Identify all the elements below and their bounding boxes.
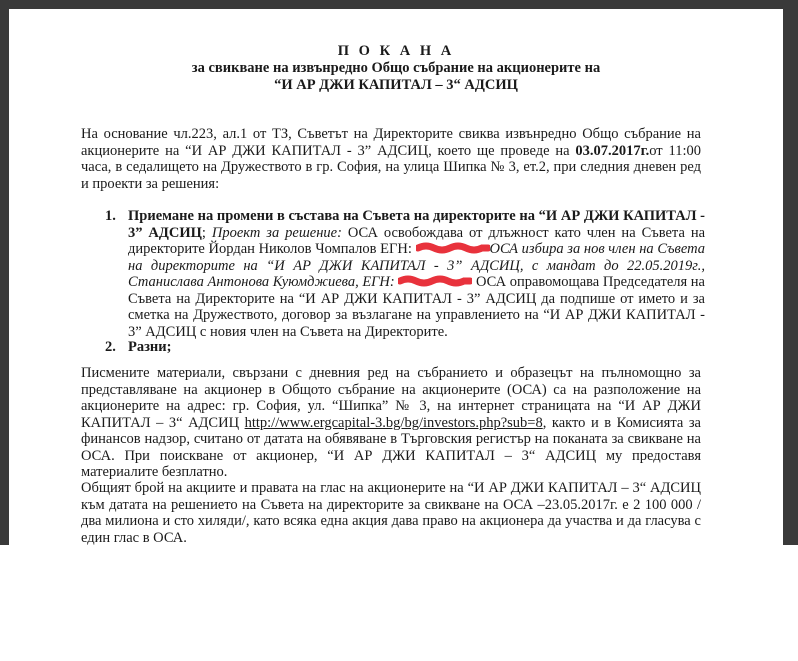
agenda-item-1-text-1: ОСА освобождава от длъжност като член на Съвета на директорите Йордан Николов Чомпалов ЕГН: (128, 224, 706, 257)
agenda-item-number-1: 1. (105, 208, 116, 224)
agenda-item-1-text-3: ОСА оправомощава Председателя на Съвета на Директорите на “И АР ДЖИ КАПИТАЛ - 3” АДСИЦ да подпише от името и за сметка на Дружеството, договор за възлагане на управлението на “И АР ДЖИ КАПИТАЛ - 3” АДСИЦ с новия член на Съвета на Директорите. (128, 274, 705, 340)
investors-link[interactable]: http://www.ergcapital-3.bg/bg/investors.php?sub=8 (244, 414, 543, 431)
agenda-item-1-separator: ; (201, 224, 206, 241)
intro-text-1: На основание чл.223, ал.1 от ТЗ, Съветът на Директорите свиква извънредно Общо събрание на акционерите на “И АР ДЖИ КАПИТАЛ - 3” АДСИЦ, което ще проведе на (81, 126, 701, 159)
company-name-heading: “И АР ДЖИ КАПИТАЛ – 3“ АДСИЦ (274, 77, 518, 93)
document-title: П О К А Н А (337, 43, 455, 59)
document-page (9, 9, 783, 545)
window-frame-right (783, 0, 798, 545)
materials-paragraph (81, 365, 701, 481)
agenda-item-number-2: 2. (105, 339, 116, 355)
materials-text-2: , както и в Комисията за финансов надзор, считано от датата на обявяване в Търговския регистър на поканата за свикване на ОСА. При поискване от акционер, “И АР ДЖИ КАПИТАЛ – 3“ АДСИЦ му предоставя материалите безплатно. (81, 414, 701, 480)
window-frame-left (0, 0, 9, 545)
draft-resolution-label: Проект за решение: (211, 224, 342, 241)
materials-text-1: Писмените материали, свързани с дневния ред на събранието и образецът на пълномощно за представляване на акционер в Общото събрание на акционерите (ОСА) са на разположение на акционерите на адрес: гр. София, ул. “Шипка” № 3, на интернет страницата на “И АР ДЖИ КАПИТАЛ – 3“ АДСИЦ (81, 365, 701, 431)
meeting-date: 03.07.2017г. (575, 142, 650, 159)
agenda-item-1-heading: Приемане на промени в състава на Съвета на директорите на “И АР ДЖИ КАПИТАЛ - 3” АДСИЦ (128, 208, 705, 241)
shares-paragraph: Общият брой на акциите и правата на глас на акционерите на “И АР ДЖИ КАПИТАЛ – 3“ АДСИЦ към датата на решението на Съвета на директорите за свикване на ОСА –23.05.2017г. е 2 100 000 /два милиона и сто хиляди/, като всяка една акция дава право на акционера да участва и да гласува с един глас в ОСА. (81, 480, 701, 546)
agenda-item-1-text-2: ОСА избира за нов член на Съвета на директорите на “И АР ДЖИ КАПИТАЛ - 3” АДСИЦ, с мандат до 22.05.2019г., Станислава Антонова Куюмджиева, ЕГН: (128, 241, 705, 290)
redaction-mark (416, 242, 490, 254)
intro-paragraph (81, 126, 701, 192)
intro-text-2: от 11:00 часа, в седалището на Дружеството в гр. София, на улица Шипка № 3, ет.2, при следния дневен ред и проекти за решения: (81, 142, 701, 192)
redaction-mark (398, 275, 472, 287)
agenda-item-2: Разни; (128, 339, 172, 355)
document-subtitle: за свикване на извънредно Общо събрание на акционерите на (191, 60, 601, 76)
window-frame-top (0, 0, 798, 9)
agenda-item-1 (128, 208, 705, 340)
